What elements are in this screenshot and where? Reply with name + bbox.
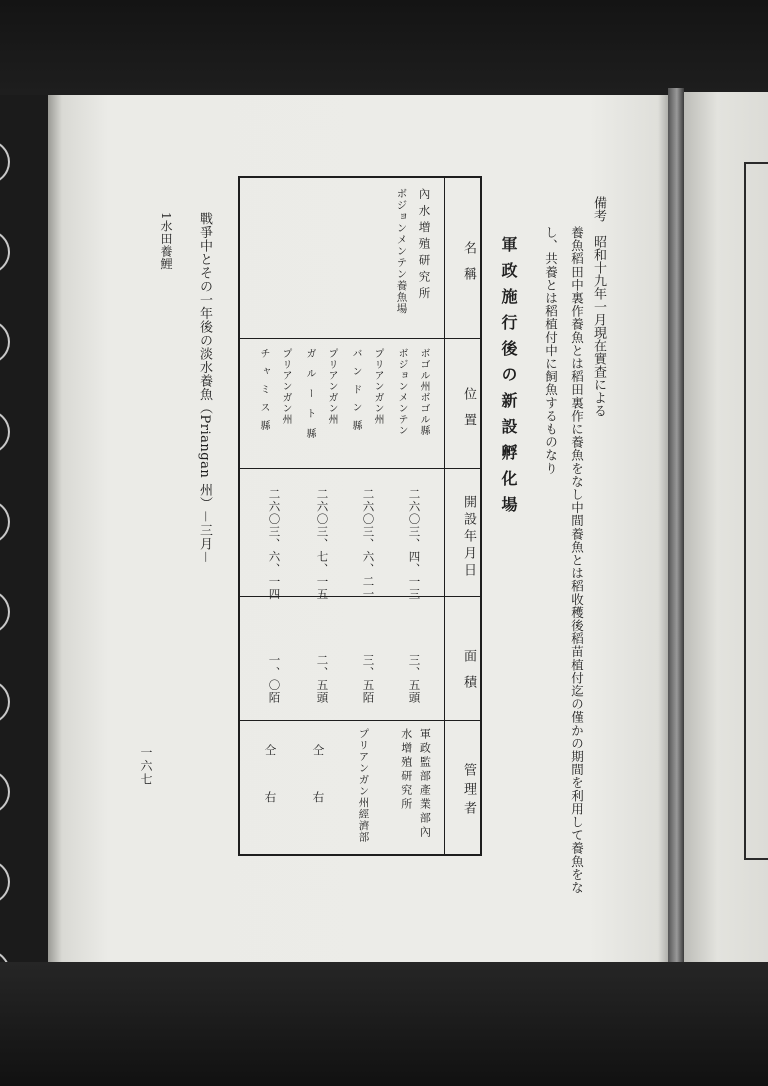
table-cell: 軍政監部產業部內水增殖研究所 xyxy=(399,728,432,840)
table-cell: プリアンガン州 xyxy=(326,348,337,425)
table-cell: 三、五頭 xyxy=(407,654,422,704)
header-area: 面 積 xyxy=(461,648,476,688)
section-title: 軍政施行後の新設孵化場 xyxy=(499,236,518,522)
table-cell: 二六〇三、六、一四 xyxy=(267,488,282,601)
table-cell: ボゴル州ボゴル縣 xyxy=(418,348,429,436)
header-manager: 管理者 xyxy=(461,762,476,820)
table-cell: 仝 右 xyxy=(263,744,278,815)
scan-background-top xyxy=(0,0,768,95)
table-cell: 三、五陌 xyxy=(361,654,376,704)
facing-page-table-edge xyxy=(744,162,768,860)
binder-ring xyxy=(0,230,10,274)
table-column-divider xyxy=(240,338,480,339)
binder-ring xyxy=(0,680,10,724)
remarks-line: 養魚稻田中裏作養魚とは稻田裏作に養魚をなし中間養魚とは稻收穫後稻苗植付迄の僅かの期間を利用して養魚をな xyxy=(569,226,585,895)
table-cell: 仝 右 xyxy=(311,744,326,815)
figure-caption: 戰爭中とその一年後の淡水養魚（Priangan 州）－三月－ xyxy=(197,212,212,564)
table-cell: プリアンガン州 xyxy=(372,348,383,425)
table-column-divider xyxy=(240,720,480,721)
table-cell: 二六〇三、七、一五 xyxy=(315,488,330,601)
binder-ring xyxy=(0,770,10,814)
table-cell: プリアンガン州 xyxy=(280,348,291,425)
binder-ring xyxy=(0,140,10,184)
remarks-line: し、共養とは稻植付中に飼魚するものなり xyxy=(543,226,559,475)
table-cell: 一、〇陌 xyxy=(267,654,282,704)
table-cell: ボジョンメンテン xyxy=(396,348,407,436)
table-cell: 內水増殖研究所 xyxy=(417,188,432,304)
table-cell: ガルート縣 xyxy=(304,348,315,448)
hatchery-table xyxy=(238,176,482,856)
table-cell: 二、五頭 xyxy=(315,654,330,704)
table-column-divider xyxy=(240,468,480,469)
scan-background-bottom xyxy=(0,962,768,1086)
table-cell: バンドン縣 xyxy=(350,348,361,438)
binder-ring xyxy=(0,320,10,364)
book-spine xyxy=(668,88,684,966)
figure-subcaption: 1水田養鯉 xyxy=(159,212,173,271)
table-cell: チャミス縣 xyxy=(258,348,269,438)
binder-ring xyxy=(0,500,10,544)
remarks-heading: 備考 昭和十九年一月現在實査による xyxy=(591,196,606,417)
table-cell: ボジョンメンテン養魚場 xyxy=(395,188,408,315)
table-cell: 二六〇三、六、二一 xyxy=(361,488,376,601)
page-number: 一六七 xyxy=(139,746,153,787)
binder-ring xyxy=(0,590,10,634)
header-name: 名 稱 xyxy=(461,240,476,280)
binder-ring xyxy=(0,410,10,454)
binder-ring xyxy=(0,860,10,904)
header-location: 位 置 xyxy=(461,386,476,426)
table-cell: プリアンガン州經濟部 xyxy=(357,728,370,843)
header-opened: 開設年月日 xyxy=(461,494,476,580)
table-cell: 二六〇三、四、一三 xyxy=(407,488,422,601)
